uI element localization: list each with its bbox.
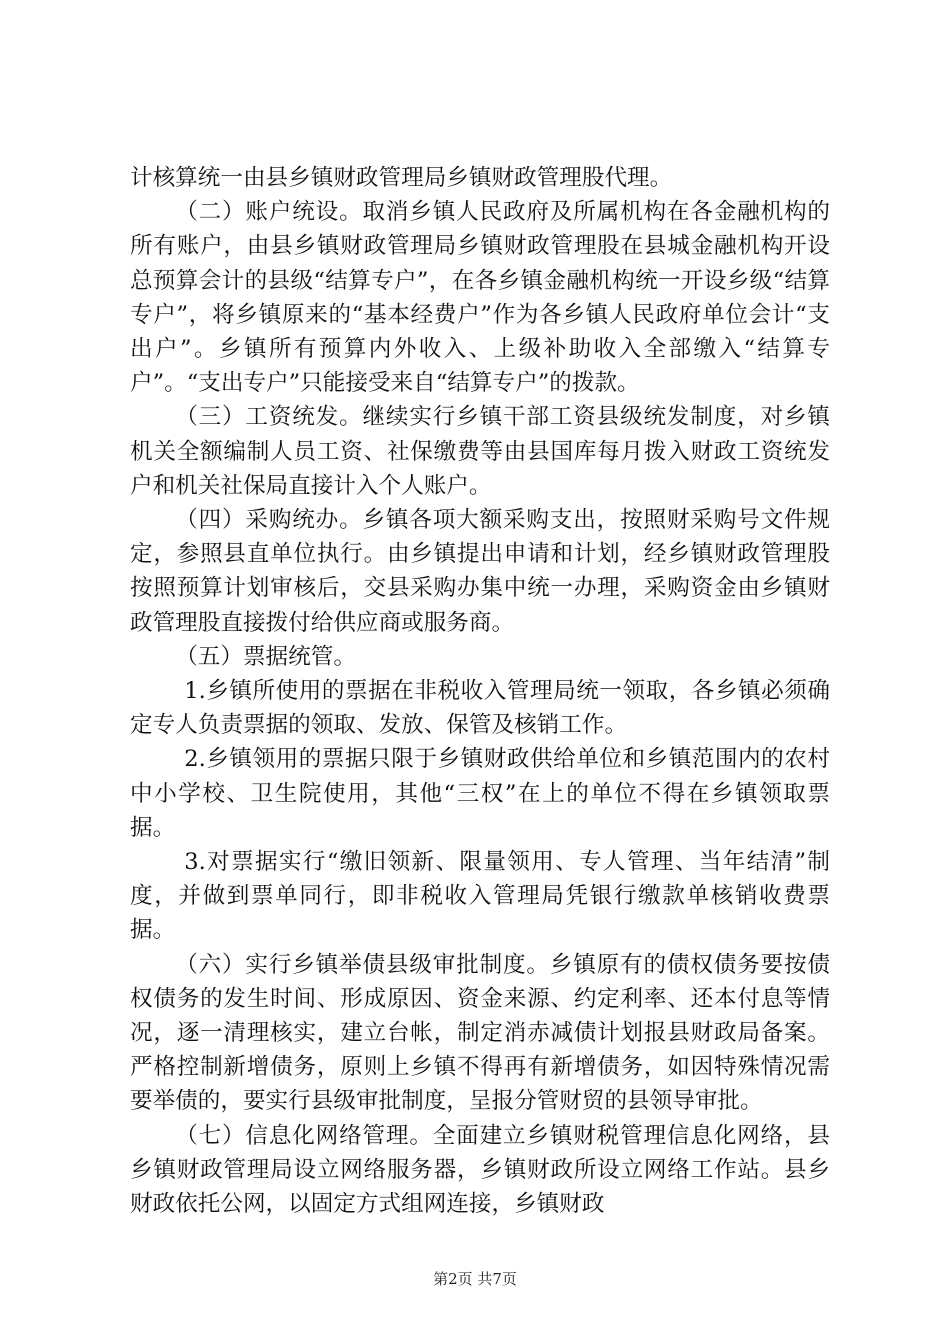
- page-footer: 第2页 共7页: [433, 1270, 517, 1288]
- paragraph-6: 1.乡镇所使用的票据在非税收入管理局统一领取，各乡镇必须确定专人负责票据的领取、发放、保管及核销工作。: [130, 678, 830, 739]
- paragraph-9: （六）实行乡镇举债县级审批制度。乡镇原有的债权债务要按债权债务的发生时间、形成原因、资金来源、约定利率、还本付息等情况，逐一清理核实，建立台帐，制定消赤减债计划报县财政局备案。严格控制新增债务，原则上乡镇不得再有新增债务，如因特殊情况需要举债的，要实行县级审批制度，呈报分管财贸的县领导审批。: [130, 951, 830, 1115]
- paragraph-4: （四）采购统办。乡镇各项大额采购支出，按照财采购号文件规定，参照县直单位执行。由乡镇提出申请和计划，经乡镇财政管理股按照预算计划审核后，交县采购办集中统一办理，采购资金由乡镇财政管理股直接拨付给供应商或服务商。: [130, 507, 830, 636]
- paragraph-3: （三）工资统发。继续实行乡镇干部工资县级统发制度，对乡镇机关全额编制人员工资、社保缴费等由县国库每月拨入财政工资统发户和机关社保局直接计入个人账户。: [130, 404, 830, 499]
- paragraph-5: （五）票据统管。: [175, 643, 356, 670]
- paragraph-1: 计核算统一由县乡镇财政管理局乡镇财政管理股代理。: [130, 165, 673, 191]
- paragraph-10: （七）信息化网络管理。全面建立乡镇财税管理信息化网络，县乡镇财政管理局设立网络服务器，乡镇财政所设立网络工作站。县乡财政依托公网，以固定方式组网连接，乡镇财政: [130, 1122, 830, 1218]
- paragraph-8: 3.对票据实行“缴旧领新、限量领用、专人管理、当年结清”制度，并做到票单同行，即非税收入管理局凭银行缴款单核销收费票据。: [130, 849, 830, 944]
- document-body: [130, 161, 830, 1221]
- paragraph-2: （二）账户统设。取消乡镇人民政府及所属机构在各金融机构的所有账户，由县乡镇财政管理局乡镇财政管理股在县城金融机构开设总预算会计的县级“结算专户”，在各乡镇金融机构统一开设乡级“结算专户”，将乡镇原来的“基本经费户”作为各乡镇人民政府单位会计“支出户”。乡镇所有预算内外收入、上级补助收入全部缴入“结算专户”。“支出专户”只能接受来自“结算专户”的拨款。: [130, 199, 830, 397]
- paragraph-7: 2.乡镇领用的票据只限于乡镇财政供给单位和乡镇范围内的农村中小学校、卫生院使用，其他“三权”在上的单位不得在乡镇领取票据。: [130, 746, 830, 841]
